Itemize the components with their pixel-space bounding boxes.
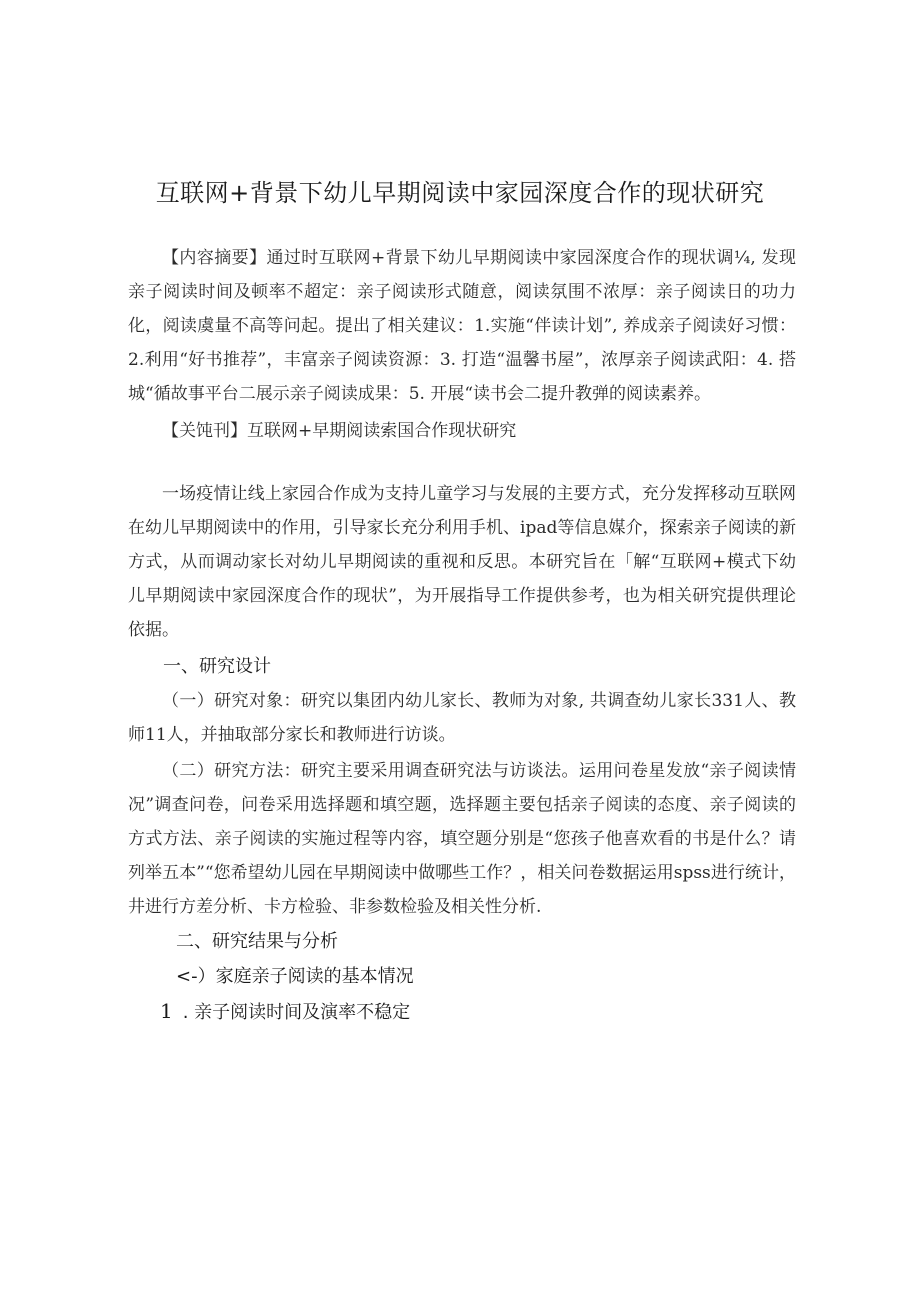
abstract-label: 【内容摘要】 (162, 248, 267, 268)
subsection-heading-basic: <-）家庭亲子阅读的基本情况 (176, 966, 414, 987)
page-title: 互联网+背景下幼儿早期阅读中家园深度合作的现状研究 (155, 179, 765, 207)
item-text: . 亲子阅读时间及演率不稳定 (182, 1002, 411, 1023)
item-heading-reading-time (160, 996, 410, 1028)
abstract-text: 通过时互联网+背景下幼儿早期阅读中家园深度合作的现状调¼, 发现亲子阅读时间及顿率不超定：亲子阅读形式随意，阅读氛围不浓厚：亲子阅读日的功力化，阅读虞量不高等问起。提出了相关建议：1.实施“伴读计划”, 养成亲子阅读好习惯：2.利用“好书推荐”，丰富亲子阅读资源：3. 打造“温馨书屋”，浓厚亲子阅读武阳：4. 搭城“循故事平台二展示亲子阅读成果：5. 开展“读书会二提升教弹的阅读素养。 (128, 248, 797, 404)
keywords-paragraph (128, 414, 796, 448)
keywords-text: 互联网+早期阅读索国合作现状研究 (247, 421, 517, 441)
research-object-paragraph: （一）研究对象：研究以集团内幼儿家长、教师为对象, 共调查幼儿家长331人、教师11人，并抽取部分家长和教师进行访谈。 (128, 691, 796, 745)
research-method-paragraph: （二）研究方法：研究主要采用调查研究法与访谈法。运用问卷星发放“亲子阅读情况”调查问卷，问卷采用选择题和填空题，选择题主要包括亲子阅读的态度、亲子阅读的方式方法、亲子阅读的实施过程等内容，填空题分别是“您孩子他喜欢看的书是什么？请列举五本”“您希望幼儿园在早期阅读中做哪些工作？，相关问卷数据运用spss进行统计，井进行方差分析、卡方检验、非参数检验及相关性分析. (128, 761, 796, 917)
section-heading-design: 一、研究设计 (163, 656, 271, 677)
intro-paragraph: 一场疫情让线上家园合作成为支持儿童学习与发展的主要方式，充分发挥移动互联网在幼儿早期阅读中的作用，引导家长充分利用手机、ipad等信息媒介，探索亲子阅读的新方式，从而调动家长对幼儿早期阅读的重视和反思。本研究旨在「解“互联网+模式下幼儿早期阅读中家园深度合作的现状”，为开展指导工作提供参考，也为相关研究提供理论依据。 (128, 484, 796, 640)
abstract-paragraph (128, 241, 796, 411)
item-number: 1 (160, 999, 173, 1023)
keywords-label: 【关饨刊】 (162, 421, 247, 441)
section-heading-results: 二、研究结果与分析 (176, 931, 338, 952)
